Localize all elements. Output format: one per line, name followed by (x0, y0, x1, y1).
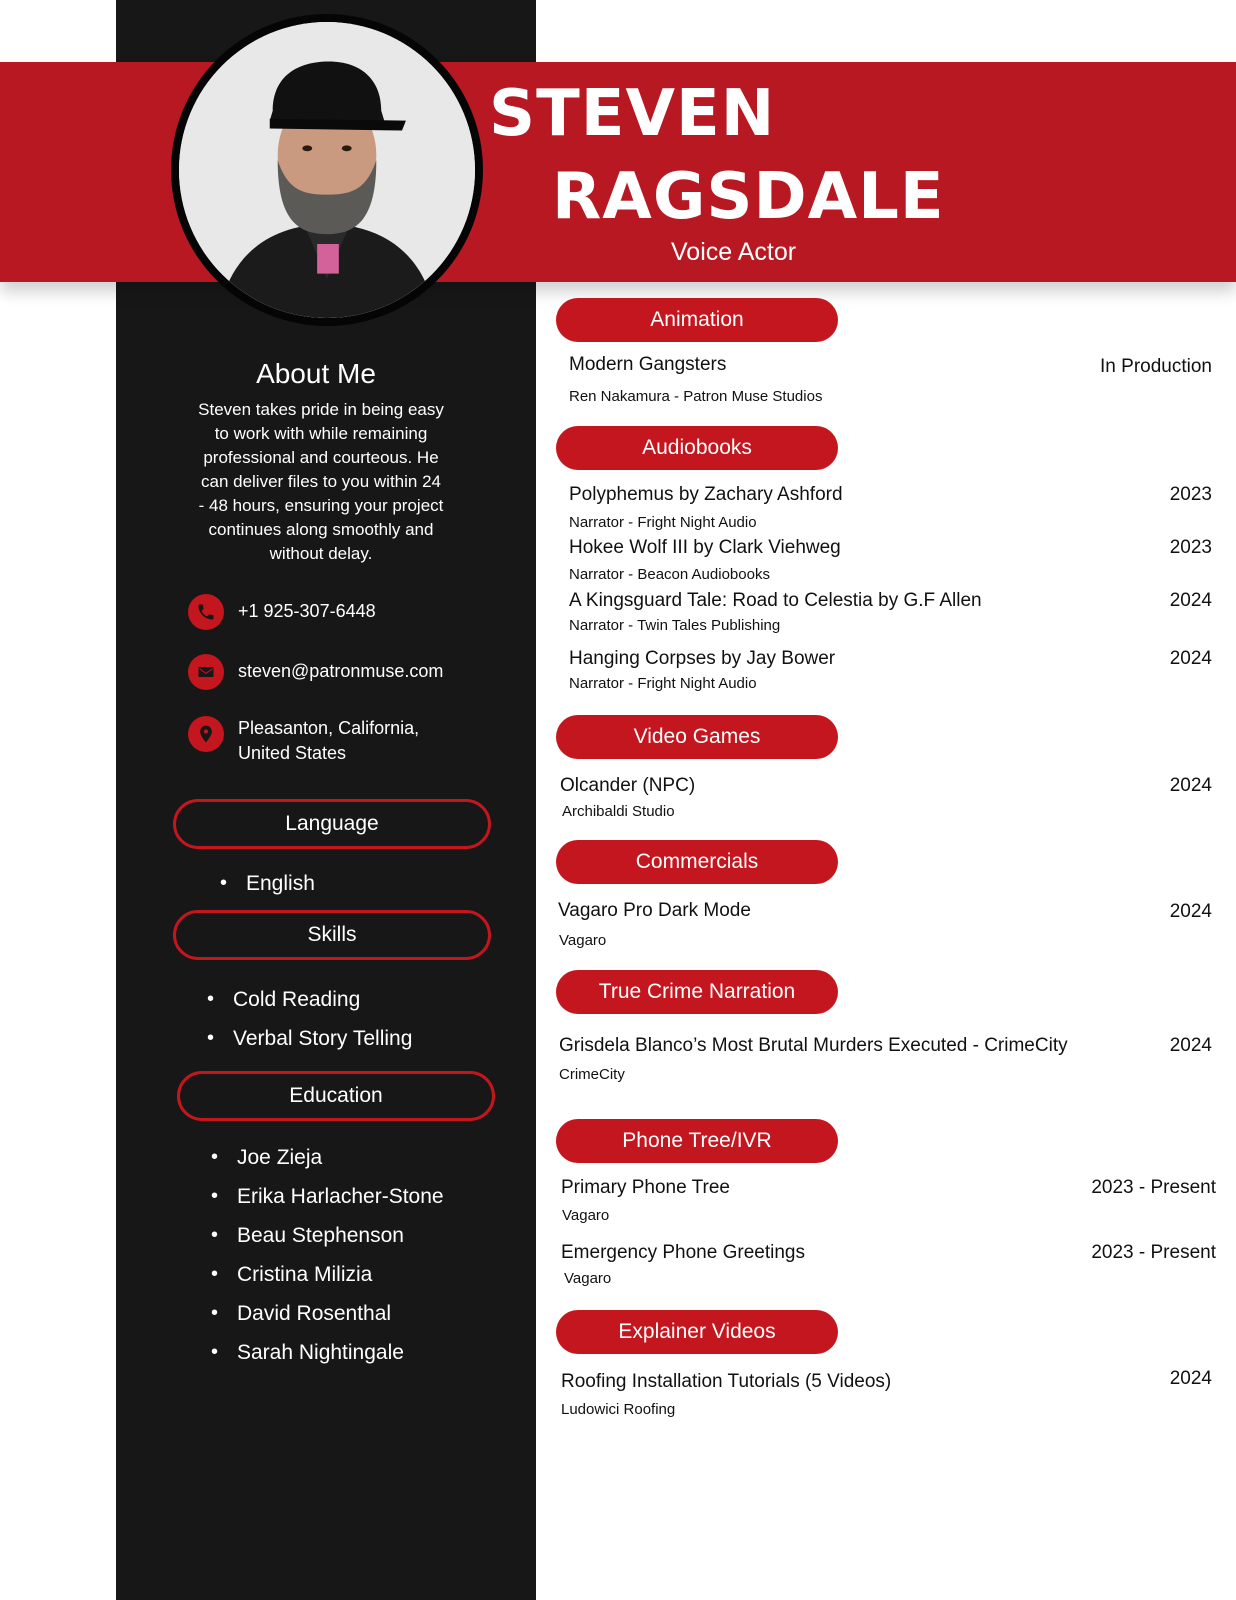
language-list (220, 872, 315, 896)
credit-title: Modern Gangsters (569, 354, 727, 375)
credit-item (0, 648, 1236, 708)
education-heading: Education (177, 1071, 495, 1121)
credit-item (0, 354, 1236, 414)
credit-date: 2024 (1169, 590, 1212, 611)
skills-heading: Skills (173, 910, 491, 960)
section-heading-video-games: Video Games (556, 715, 838, 759)
profile-photo (171, 14, 483, 326)
credit-item (0, 537, 1236, 597)
credit-item (0, 1035, 1236, 1095)
about-title: About Me (256, 358, 376, 389)
first-name: STEVEN (489, 77, 776, 151)
location-line1: Pleasanton, California, (238, 718, 420, 738)
phone-number[interactable]: +1 925-307-6448 (238, 601, 376, 621)
credit-date: 2024 (1169, 901, 1212, 922)
education-item: • Erika Harlacher-Stone (211, 1177, 444, 1216)
credit-title: Hanging Corpses by Jay Bower (569, 648, 836, 669)
credit-item (0, 1177, 1236, 1237)
education-item: • Cristina Milizia (211, 1255, 444, 1294)
credit-date: 2024 (1169, 775, 1212, 796)
credit-title: Olcander (NPC) (560, 775, 696, 796)
credit-date: 2023 (1169, 537, 1212, 558)
language-heading: Language (173, 799, 491, 849)
language-item: • English (220, 872, 315, 896)
location-line2: United States (238, 743, 347, 763)
section-heading-explainer-videos: Explainer Videos (556, 1310, 838, 1354)
credit-date: 2023 (1169, 484, 1212, 505)
last-name: RAGSDALE (552, 160, 945, 234)
location-pin-icon (188, 716, 224, 752)
credit-date: 2023 - Present (1091, 1242, 1216, 1263)
contact-location (188, 716, 419, 766)
credit-subtitle: Narrator - Twin Tales Publishing (569, 617, 781, 634)
section-heading-commercials: Commercials (556, 840, 838, 884)
credit-date: 2023 - Present (1091, 1177, 1216, 1198)
role-title: Voice Actor (671, 238, 797, 266)
credit-title: Emergency Phone Greetings (561, 1242, 805, 1263)
credit-subtitle: Vagaro (559, 932, 607, 949)
section-heading-phone-tree: Phone Tree/IVR (556, 1119, 838, 1163)
credit-subtitle: Narrator - Fright Night Audio (569, 675, 757, 692)
credit-subtitle: Ludowici Roofing (561, 1401, 676, 1418)
credit-subtitle: Archibaldi Studio (562, 803, 675, 820)
credit-item (0, 1242, 1236, 1302)
credit-item (0, 484, 1236, 544)
email-address[interactable]: steven@patronmuse.com (238, 661, 444, 681)
credit-title: Primary Phone Tree (561, 1177, 730, 1198)
credit-date: 2024 (1169, 648, 1212, 669)
credit-date: 2024 (1169, 1035, 1212, 1056)
education-item: • Sarah Nightingale (211, 1333, 444, 1372)
section-heading-true-crime: True Crime Narration (556, 970, 838, 1014)
credit-title: Grisdela Blanco’s Most Brutal Murders Executed - CrimeCity (559, 1035, 1068, 1056)
credit-subtitle: Narrator - Fright Night Audio (569, 514, 757, 531)
credit-subtitle: Narrator - Beacon Audiobooks (569, 566, 770, 583)
credit-date: 2024 (1169, 1368, 1212, 1389)
credit-item (0, 590, 1236, 650)
credit-title: A Kingsguard Tale: Road to Celestia by G.F Allen (569, 590, 982, 611)
credit-title: Roofing Installation Tutorials (5 Videos) (561, 1371, 892, 1392)
credit-item (0, 900, 1236, 960)
education-item: • Joe Zieja (211, 1138, 444, 1177)
credit-item (0, 775, 1236, 835)
credit-subtitle: Ren Nakamura - Patron Muse Studios (569, 388, 823, 405)
credit-subtitle: CrimeCity (559, 1066, 625, 1083)
credit-title: Vagaro Pro Dark Mode (558, 900, 751, 921)
skill-item: • Cold Reading (207, 980, 412, 1019)
credit-title: Polyphemus by Zachary Ashford (569, 484, 843, 505)
education-item: • David Rosenthal (211, 1294, 444, 1333)
education-item: • Beau Stephenson (211, 1216, 444, 1255)
skill-item: • Verbal Story Telling (207, 1019, 412, 1058)
credit-date: In Production (1100, 356, 1212, 377)
credit-subtitle: Vagaro (564, 1270, 612, 1287)
credit-subtitle: Vagaro (562, 1207, 610, 1224)
portrait-image (179, 22, 475, 318)
credit-title: Hokee Wolf III by Clark Viehweg (569, 537, 841, 558)
section-heading-audiobooks: Audiobooks (556, 426, 838, 470)
about-text: Steven takes pride in being easy to work with while remaining professional and courteous. He can deliver files to you within 24 - 48 hours, ensuring your project continues along smoothly and without delay. (198, 400, 444, 563)
credit-item (0, 1368, 1236, 1431)
section-heading-animation: Animation (556, 298, 838, 342)
